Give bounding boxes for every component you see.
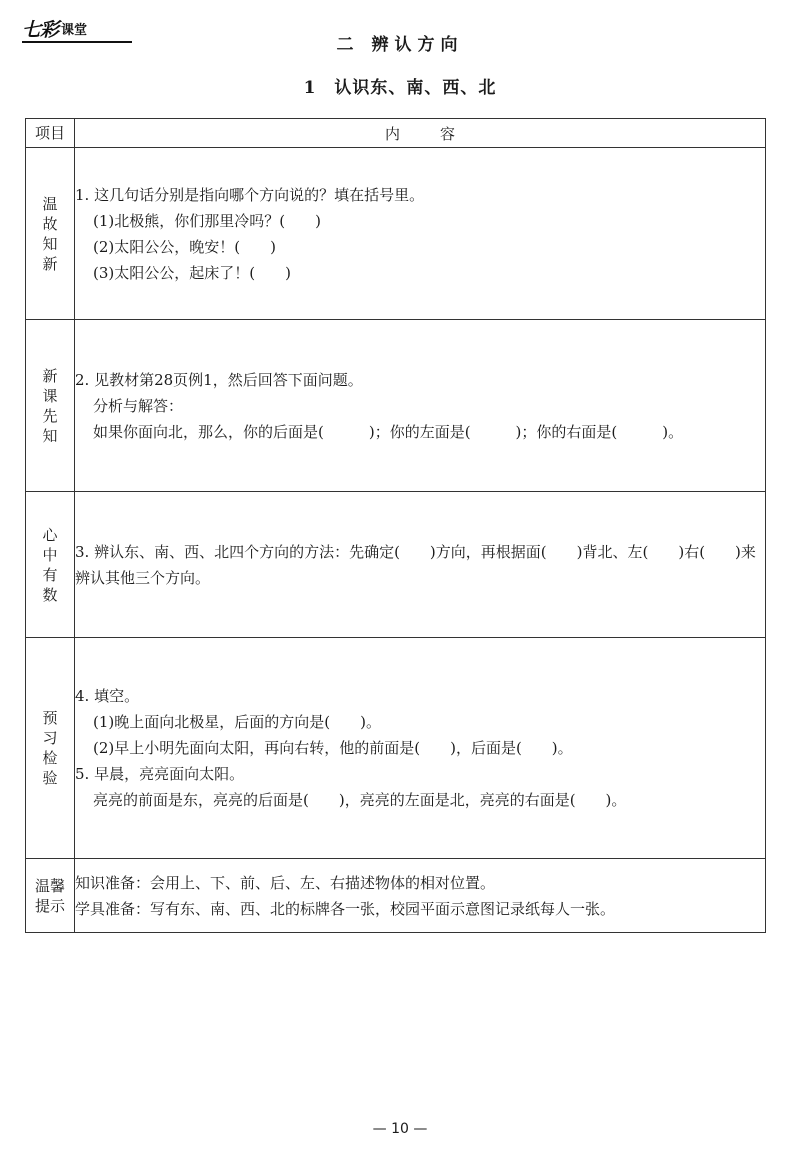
tip-knowledge: 知识准备：会用上、下、前、后、左、右描述物体的相对位置。 xyxy=(75,873,496,892)
question-2-answer: 如果你面向北，那么，你的后面是( )；你的左面是( )；你的右面是( )。 xyxy=(93,422,684,441)
row-label-tips: 温馨提示 xyxy=(34,876,65,915)
column-header-content: 内容 xyxy=(75,119,766,148)
table-row-preview xyxy=(26,320,766,492)
question-2: 2. 见教材第28页例1，然后回答下面问题。 xyxy=(75,370,363,389)
question-1-item-1: (1)北极熊，你们那里冷吗？( ) xyxy=(93,211,321,230)
table-row-tips xyxy=(26,859,766,933)
table-row-review xyxy=(26,148,766,320)
row-content-check xyxy=(75,638,766,859)
worksheet-table xyxy=(25,118,766,933)
question-3: 3. 辨认东、南、西、北四个方向的方法：先确定( )方向，再根据面( )背北、左( )右( )来辨认其他三个方向。 xyxy=(75,542,756,587)
table-row-method xyxy=(26,492,766,638)
brand-subtitle: 课堂 xyxy=(61,22,88,38)
row-label-review: 温故知新 xyxy=(42,194,58,273)
row-content-preview xyxy=(75,320,766,492)
question-1-item-2: (2)太阳公公，晚安！( ) xyxy=(93,237,276,256)
row-content-review xyxy=(75,148,766,320)
lesson-title: 1 认识东、南、西、北 xyxy=(303,78,497,98)
table-header-row xyxy=(26,119,766,148)
question-2-analysis: 分析与解答： xyxy=(93,396,184,415)
question-5-detail: 亮亮的前面是东，亮亮的后面是( )，亮亮的左面是北，亮亮的右面是( )。 xyxy=(93,791,627,809)
row-label-method: 心中有数 xyxy=(42,525,58,604)
question-4: 4. 填空。 xyxy=(75,687,140,705)
question-1-item-3: (3)太阳公公，起床了！( ) xyxy=(93,263,291,282)
brand-name: 七彩 xyxy=(22,18,59,41)
question-4-item-1: (1)晚上面向北极星，后面的方向是( )。 xyxy=(93,713,381,731)
question-1: 1. 这几句话分别是指向哪个方向说的？填在括号里。 xyxy=(75,185,425,204)
row-label-preview: 新课先知 xyxy=(42,366,58,445)
column-header-item: 项目 xyxy=(26,119,75,148)
table-row-check xyxy=(26,638,766,859)
row-content-tips xyxy=(75,859,766,933)
row-label-check: 预习检验 xyxy=(42,709,58,787)
row-content-method xyxy=(75,492,766,638)
unit-title: 二 辨认方向 xyxy=(336,35,464,55)
tip-materials: 学具准备：写有东、南、西、北的标牌各一张，校园平面示意图记录纸每人一张。 xyxy=(75,899,616,918)
question-5: 5. 早晨，亮亮面向太阳。 xyxy=(75,765,245,783)
page-number: — 10 — xyxy=(372,1121,428,1137)
question-4-item-2: (2)早上小明先面向太阳，再向右转，他的前面是( )，后面是( )。 xyxy=(93,739,573,757)
